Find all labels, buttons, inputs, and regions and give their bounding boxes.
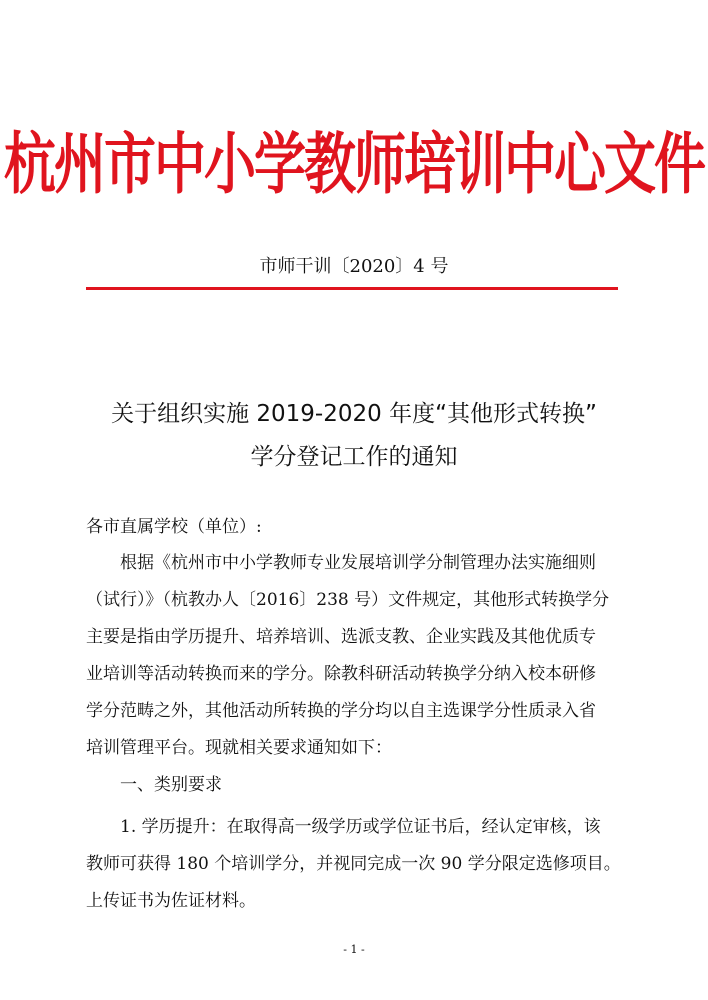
document-number: 市师干训〔2020〕4 号 — [259, 256, 449, 277]
item-line: 上传证书为佐证材料。 — [86, 891, 256, 911]
body-line: （试行）》（杭教办人〔2016〕238 号）文件规定，其他形式转换学分 — [86, 590, 610, 610]
page-number: - 1 - — [343, 943, 365, 956]
body-line: 根据《杭州市中小学教师专业发展培训学分制管理办法实施细则 — [120, 553, 596, 573]
body-line: 主要是指由学历提升、培养培训、选派支教、企业实践及其他优质专 — [86, 627, 596, 647]
item-line: 1. 学历提升：在取得高一级学历或学位证书后，经认定审核，该 — [120, 817, 601, 837]
body-line: 学分范畴之外，其他活动所转换的学分均以自主选课学分性质录入省 — [86, 701, 596, 721]
addressee: 各市直属学校（单位）: — [86, 517, 262, 537]
red-divider — [86, 287, 618, 290]
body-line: 培训管理平台。现就相关要求通知如下： — [86, 738, 392, 758]
section-heading: 一、类别要求 — [120, 775, 222, 795]
item-line: 教师可获得 180 个培训学分，并视同完成一次 90 学分限定选修项目。 — [86, 854, 621, 874]
body-line: 业培训等活动转换而来的学分。除教科研活动转换学分纳入校本研修 — [86, 664, 596, 684]
issuer-title: 杭州市中小学教师培训中心文件 — [3, 125, 704, 204]
notice-title-line-2: 学分登记工作的通知 — [250, 444, 458, 470]
notice-title-line-1: 关于组织实施 2019-2020 年度“其他形式转换” — [111, 401, 597, 427]
